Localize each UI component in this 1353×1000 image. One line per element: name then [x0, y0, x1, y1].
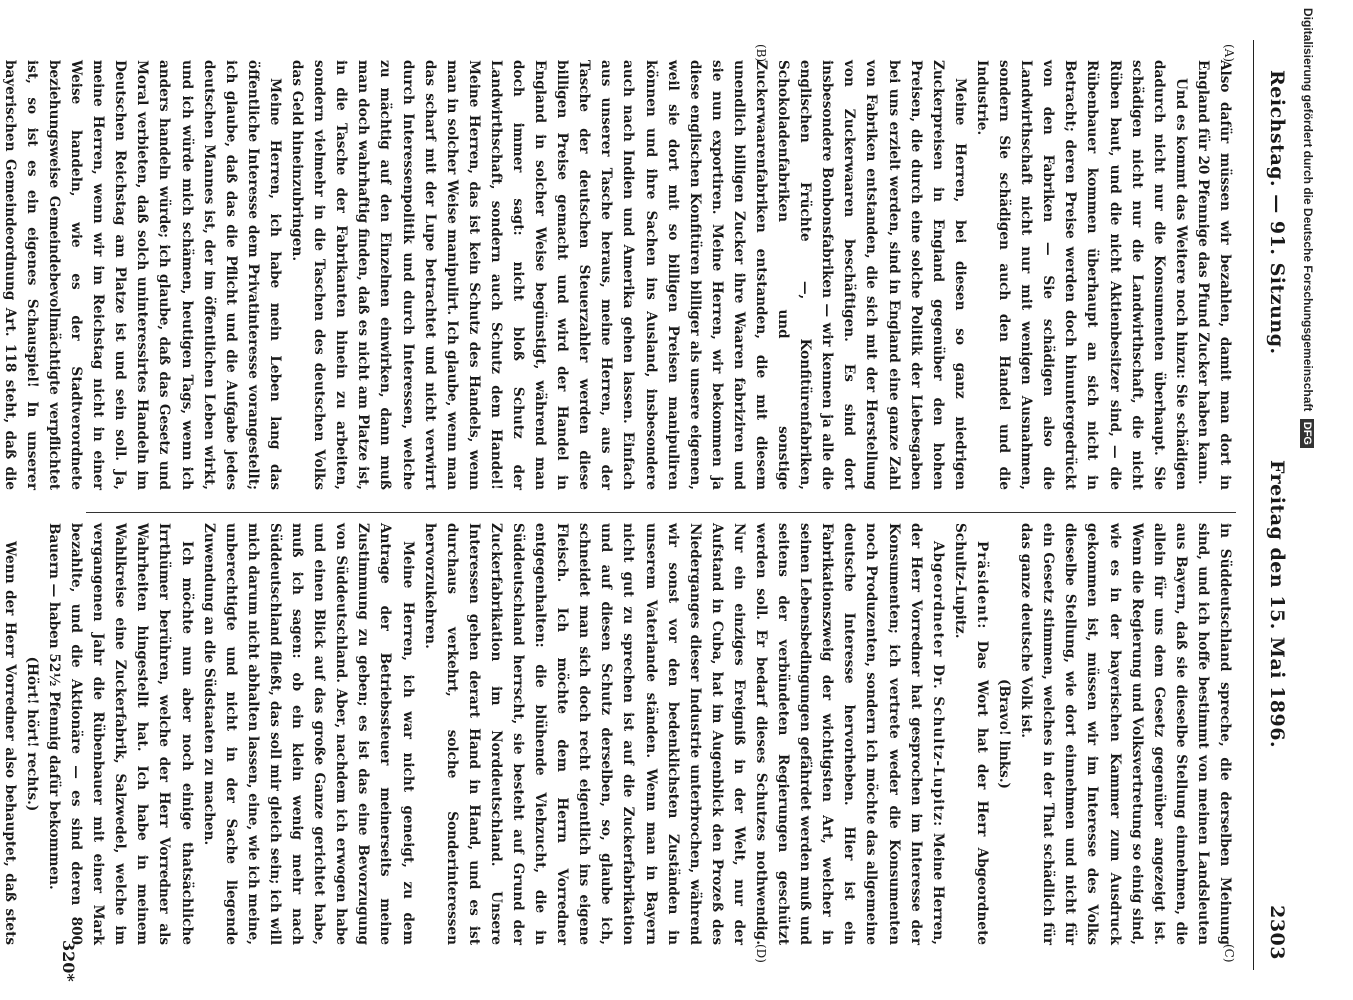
rotated-page [1, 0, 1328, 1000]
stamp-text: Digitalisierung gefördert durch die Deutsche Forschungsgemeinschaft [1301, 8, 1315, 412]
margin-marker-a: (A) [1222, 44, 1236, 63]
printer-signature: 320* [59, 940, 78, 982]
paragraph [949, 523, 993, 945]
interjection: (Hört! hört! rechts.) [23, 656, 40, 812]
paragraph: Ich möchte nun aber noch einige thatsächliche Irrthümer berühren, welche der Herr Vorredner als Wahrheiten hingestellt hat. Ich habe in meinem Wahlkreise eine Zuckerfabrik, Salzwedel, welche im vergangenen Jahr die Rübenbauer mit einer Mark bezahlte, und die Aktionäre — es sind deren 800 Bauern — haben 52½ Pfennig dafür bekommen. [46, 523, 195, 945]
margin-marker-d: (D) [754, 944, 768, 963]
speech-text: Das Wort hat der Herr Abgeordnete Schultz-Lupitz. [951, 523, 990, 945]
header-date: Freitag den 15. Mai 1896. [1266, 460, 1288, 749]
margin-marker-b: (B) [754, 44, 768, 63]
paragraph: Meine Herren, ich war nicht geneigt, zu dem Antrage der Betriebssteuer meinerseits meine Zustimmung zu geben; es ist das eine Bevorzugung von Süddeutschland. Aber, nachdem ich erwogen habe und einen Blick auf das große Ganze gerichtet habe, muß ich sagen: ob ein klein wenig mehr nach Süddeutschland fließt, das soll mir gleich sein; ich will mich darum nicht abhalten lassen, eine, wie ich meine, unberechtigte und nicht in der Sache liegende Zuwendung an die Südstaaten zu machen. [200, 523, 416, 945]
speaker-schultz-lupitz: Abgeordneter Dr. Schultz-Lupitz: [929, 541, 946, 828]
stamp-text-line [1295, 0, 1321, 1000]
dfg-logo: DFG [1300, 419, 1314, 448]
paragraph: Also dafür müssen wir bezahlen, damit man dort in England für 20 Pfennige das Pfund Zucker haben kann. [1194, 60, 1233, 490]
right-column [1, 512, 1236, 945]
paragraph: Und es kommt das Weitere noch hinzu: Sie schädigen dadurch nicht nur die Konsumenten überhaupt. Sie schädigen nicht nur die Landwirthschaft, die nicht Rüben baut, und die nicht Aktienbesitzer sind, — die Rübenbauer kommen überhaupt an sich nicht in Betracht; deren Preise werden doch hinuntergedrückt von den Fabriken — Sie schädigen also die Landwirthschaft nicht nur mit wenigen Ausnahmen, sondern Sie schädigen auch den Handel und die Industrie. [973, 60, 1189, 490]
paragraph [419, 523, 949, 945]
header-session: Reichstag. — 91. Sitzung. [1266, 70, 1288, 355]
paragraph: Meine Herren, ich habe mein Leben lang das öffentliche Interesse dem Privatinteresse vorangestellt; ich glaube, daß das die Pflicht und die Aufgabe jedes deutschen Mannes ist, der im öffentlichen Leben wirkt, und ich würde mich schämen, heutigen Tags, wenn ich anders handeln würde; ich glaube, daß das Gesetz und Moral verbieten, daß solch uninteressirtes Handeln im Deutschen Reichstag am Platze ist und sein soll. Ja, meine Herren, wenn wir im Reichstag nicht in einer Weise handeln, wie es der Stadtverordnete beziehungsweise Gemeindebevollmächtigte verpflichtet ist, so ist es ein eigenes Schauspiel! In unserer bayerischen Gemeindeordnung Art. 118 steht, daß die [1, 60, 283, 490]
digitization-stamp [1301, 0, 1347, 1000]
left-column [1, 60, 1236, 490]
margin-marker-c: (C) [1222, 944, 1236, 963]
speaker-president: Präsident: [973, 541, 990, 630]
interjection: (Bravo! links.) [996, 678, 1013, 789]
speech-text: Meine Herren, der Herr Vorredner hat gesprochen im Interesse der Konsumenten; ich vertrete weder die Konsumenten noch Produzenten, sondern ich möchte das allgemeine deutsche Interesse hervorheben. Hier ist ein Fabrikationszweig der wichtigsten Art, welcher in seinen Lebensbedingungen gefährdet werden muß und seitens der verbündeten Regierungen geschützt werden soll. Er bedarf dieses Schutzes nothwendig. Nur ein einziges Ereigniß in der Welt, nur der Aufstand in Cuba, hat im Augenblick den Prozeß des Niederganges dieser Industrie unterbrochen, während wir sonst vor den bedenklichsten Zuständen in unserem Vaterlande ständen. Wenn man in Bayern nicht gut zu sprechen ist auf die Zuckerfabrikation und auf diesen Schutz derselben, so, glaube ich, schneidet man sich doch recht eigentlich ins eigene Fleisch. Ich möchte dem Herrn Vorredner entgegenhalten: die blühende Viehzucht, die in Süddeutschland herrscht, sie besteht auf Grund der Zuckerfabrikation im Norddeutschland. Unsere Interessen gehen derart Hand in Hand, und es ist durchaus verkehrt, solche Sonderinteressen hervorzukehren. [421, 523, 946, 945]
paragraph: Meine Herren, bei diesen so ganz niedrigen Zuckerpreisen in England gegenüber den hohen Preisen, die durch eine solche Politik der Liebesgaben bei uns erzielt werden, sind in England eine ganze Zahl von Fabriken entstanden, die sich mit der Herstellung von Zuckerwaaren beschäftigen. Es sind dort insbesondere Bonbonsfabriken — wir kennen ja alle die englischen Früchte —, Konfitürenfabriken, Schokoladenfabriken und sonstige Zuckerwaarenfabriken entstanden, die mit diesem unendlich billigen Zucker ihre Waaren fabriziren und sie nun exportiren. Meine Herren, wir bekommen ja diese englischen Konfitüren billiger als unsere eigenen, weil sie dort mit so billigen Preisen manipuliren können und ihre Sachen ins Ausland, insbesondere auch nach Indien und Amerika gehen lassen. Einfach aus unserer Tasche heraus, meine Herren, aus der Tasche der deutschen Steuerzahler werden diese billigen Preise gemacht und wird der Handel in England in solcher Weise begünstigt, während man doch immer sagt: nicht bloß Schutz der Landwirthschaft, sondern auch Schutz dem Handel! Meine Herren, das ist kein Schutz des Handels, wenn man in solcher Weise manipulirt. Ich glaube, wenn man das scharf mit der Lupe betrachtet und nicht verwirrt durch Interessenpolitik und durch Interessen, welche zu mächtig auf den Einzelnen einwirken, dann muß man doch wahrhaftig finden, daß es nicht am Platze ist, in die Tasche der Fabrikanten hinein zu arbeiten, sondern vielmehr in die Taschen des deutschen Volks das Geld hineinzubringen. [289, 60, 968, 490]
paragraph: Wenn der Herr Vorredner also behauptet, daß stets [1, 541, 18, 945]
page-header [1253, 40, 1298, 970]
header-page-number: 2303 [1266, 905, 1288, 960]
paragraph: in Süddeutschland spreche, die derselben Meinung sind, und ich hoffe bestimmt von meinen Landsleuten aus Bayern, daß sie dieselbe Stellung einnehmen, die allein für uns dem Gesetz gegenüber angezeigt ist. Wenn die Regierung und Volksvertretung so einig sind, wie es in der bayerischen Kammer zum Ausdruck gekommen ist, müssen wir im Interesse des Volks dieselbe Stellung, wie dort einnehmen und nicht für ein Gesetz stimmen, welches in der That schädlich für das ganze deutsche Volk ist. [1018, 523, 1233, 945]
